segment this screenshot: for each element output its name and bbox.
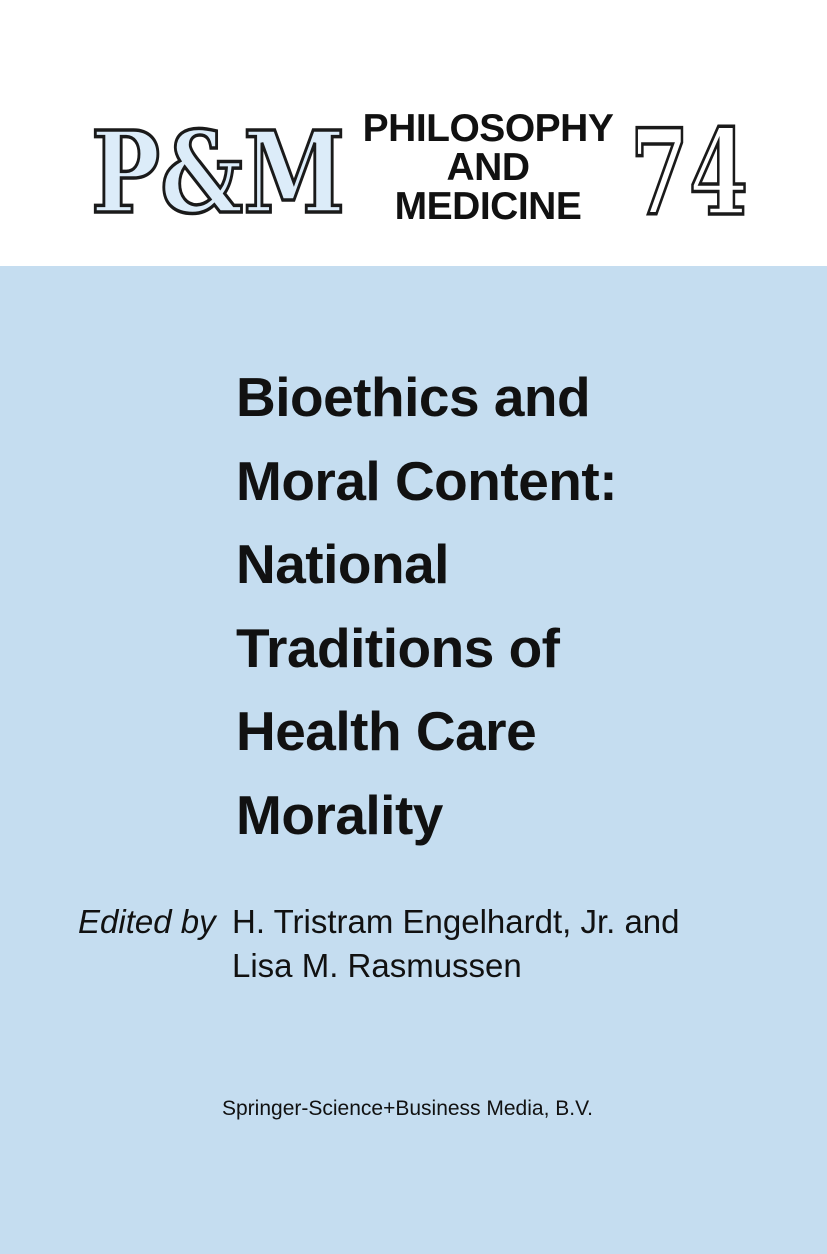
volume-number-text: 74	[630, 103, 748, 242]
editors-label: Edited by	[78, 903, 216, 940]
series-logo-text: P&M	[91, 108, 345, 239]
series-header-band	[0, 0, 827, 266]
title-line: Health Care	[236, 700, 537, 762]
editor-line: Lisa M. Rasmussen	[232, 947, 522, 984]
series-logo	[88, 108, 348, 239]
title-line: Bioethics and	[236, 366, 591, 428]
publisher: Springer-Science+Business Media, B.V.	[222, 1097, 594, 1120]
series-name	[356, 109, 620, 226]
book-title	[236, 356, 806, 857]
title-line: Traditions of	[236, 616, 560, 679]
series-name-line: AND	[446, 146, 530, 189]
editor-line: H. Tristram Engelhardt, Jr. and	[232, 903, 680, 940]
title-line: Morality	[236, 783, 443, 846]
editor-names	[232, 900, 680, 988]
title-line: National	[236, 533, 449, 595]
title-line: Moral Content:	[236, 449, 618, 512]
volume-number	[624, 103, 754, 242]
series-name-line: MEDICINE	[394, 185, 582, 228]
series-name-line: PHILOSOPHY	[362, 107, 614, 150]
